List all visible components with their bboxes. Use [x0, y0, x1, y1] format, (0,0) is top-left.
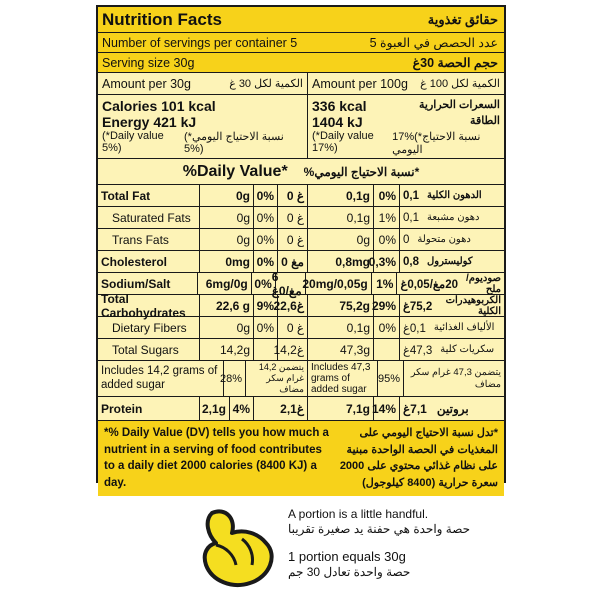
portion-info	[196, 505, 471, 595]
protein-label: Protein	[98, 397, 200, 420]
protein-30-ar: 2,1غ	[254, 397, 308, 420]
added-sugar-100-pct: 95%	[378, 361, 404, 396]
nutrient-ar-label: صوديوم/ملح	[465, 272, 502, 295]
value-30: 22,6 g	[200, 295, 254, 316]
nutrient-name: Sodium/Salt	[98, 273, 198, 294]
nutrient-ar-value: 0,8	[403, 255, 419, 268]
value-100: 0g	[308, 229, 374, 250]
pct-30: 0%	[252, 273, 276, 294]
nutrient-row	[98, 317, 504, 339]
value-30-ar: 14,2غ	[278, 339, 308, 360]
nutrient-ar	[400, 295, 504, 316]
pct-30: 0%	[254, 207, 278, 228]
added-sugar-row	[98, 361, 504, 397]
pct-100: 29%	[374, 295, 400, 316]
servings-ar: عدد الحصص في العبوة 5	[369, 36, 498, 50]
value-30: 6mg/0g	[198, 273, 251, 294]
nutrient-ar	[400, 207, 504, 228]
energy-row	[98, 95, 504, 159]
value-30: 0g	[200, 317, 254, 338]
nutrient-ar-label: الألياف الغذائية	[433, 322, 495, 333]
value-30-ar: 0 غ	[278, 317, 308, 338]
protein-100: 7,1g	[308, 397, 374, 420]
daily-value-header	[98, 159, 504, 185]
value-30: 0g	[200, 229, 254, 250]
nutrient-ar-label: دهون مشبعة	[427, 212, 480, 223]
value-100: 0,1g	[308, 207, 374, 228]
pct-100: 1%	[374, 207, 400, 228]
nutrient-ar-value: 75,2غ	[403, 300, 433, 313]
title-row	[98, 7, 504, 33]
added-sugar-100-ar: يتضمن 47,3 غرام سكر مضاف	[410, 367, 501, 390]
value-30: 0g	[200, 207, 254, 228]
footer-en: *% Daily Value (DV) tells you how much a nutrient in a serving of food contributes to a daily diet 2000 calories (8400 KJ) a day.	[104, 427, 329, 490]
nutrient-name: Total Fat	[98, 185, 200, 206]
protein-100-ar-val: 7,1غ	[403, 401, 427, 416]
dv-header-ar: *نسبة الاحتياج اليومي%	[303, 164, 420, 179]
pct-100: 0,3%	[374, 251, 400, 272]
dv-30-ar: (*نسبة الاحتياج اليومي 5%)	[183, 131, 284, 155]
protein-100-ar	[400, 397, 504, 420]
nutrient-row	[98, 339, 504, 361]
pct-30: 0%	[254, 185, 278, 206]
protein-30: 2,1g	[200, 397, 230, 420]
energy-ar: الطاقة	[470, 115, 500, 127]
value-30-ar: 0 غ	[278, 207, 308, 228]
serving-size-ar: حجم الحصة 30غ	[412, 56, 498, 70]
nutrient-ar	[400, 229, 504, 250]
dv-100: (*Daily value 17%)	[312, 130, 374, 154]
pct-100: 0%	[374, 229, 400, 250]
nutrient-ar-label: دهون متحولة	[417, 234, 471, 245]
value-100: 47,3g	[308, 339, 374, 360]
pct-30: 0%	[254, 251, 278, 272]
nutrient-rows	[98, 185, 504, 361]
dv-30: (*Daily value 5%)	[102, 130, 164, 154]
nutrient-ar-value: 0,1	[403, 189, 419, 202]
value-30: 14,2g	[200, 339, 254, 360]
nutrient-ar-label: الكربوهيدرات الكلية	[445, 294, 501, 317]
nutrient-ar-label: سكريات كلية	[440, 344, 495, 355]
serving-size-en: Serving size 30g	[102, 55, 195, 70]
servings-en: Number of servings per container 5	[102, 35, 298, 50]
value-100: 0,1g	[308, 317, 374, 338]
nutrient-row	[98, 185, 504, 207]
value-30: 0mg	[200, 251, 254, 272]
amount-30-en: Amount per 30g	[102, 76, 191, 91]
portion-line1-ar: حصة واحدة هي حفنة يد صغيرة تقريبا	[288, 522, 471, 536]
energy-30: Energy 421 kJ	[102, 114, 197, 130]
nutrient-name: Trans Fats	[98, 229, 200, 250]
nutrient-ar-value: 47,3غ	[403, 344, 433, 357]
pct-30: 0%	[254, 317, 278, 338]
value-100: 75,2g	[308, 295, 374, 316]
value-100: 20mg/0,05g	[306, 273, 372, 294]
portion-line2: 1 portion equals 30g	[288, 549, 406, 564]
nutrient-name: Total Sugars	[98, 339, 200, 360]
footer-row	[98, 421, 504, 496]
pct-30: 9%	[254, 295, 278, 316]
nutrient-name: Total Carbohydrates	[98, 295, 200, 316]
nutrient-ar	[400, 339, 504, 360]
nutrition-facts-panel	[96, 5, 506, 490]
title-ar: حقائق تغذوية	[427, 11, 498, 27]
nutrient-name: Dietary Fibers	[98, 317, 200, 338]
nutrient-ar-value: 0,1	[403, 211, 419, 224]
added-sugar-30-en: Includes 14,2 grams of added sugar	[98, 361, 224, 396]
footer-ar: *تدل نسبة الاحتياج اليومي على المغذيات في الحصة الواحدة مبنية على نظام غذائي محتوي على 2000 سعرة حرارية (8400 كيلوجول)	[339, 427, 498, 489]
protein-ar-label: بروتين	[436, 401, 469, 416]
serving-size-row	[98, 53, 504, 73]
nutrient-ar	[400, 251, 504, 272]
pct-100: 0%	[374, 185, 400, 206]
value-30-ar: 0 مغ	[278, 251, 308, 272]
nutrient-ar	[397, 273, 504, 294]
nutrient-ar-label: الدهون الكلية	[427, 190, 482, 201]
added-sugar-30-pct: 28%	[224, 361, 246, 396]
pct-30: 0%	[254, 229, 278, 250]
pct-100	[374, 339, 400, 360]
value-30-ar: 22,6غ	[278, 295, 308, 316]
servings-row	[98, 33, 504, 53]
nutrient-ar-value: 0	[403, 233, 410, 246]
value-30-ar: 0 غ	[278, 185, 308, 206]
energy-100: 1404 kJ	[312, 114, 363, 130]
nutrient-ar	[400, 317, 504, 338]
value-30-ar: 0 غ	[278, 229, 308, 250]
added-sugar-100-en: Includes 47,3 grams of added sugar	[308, 361, 378, 396]
calories-30: Calories 101 kcal	[102, 98, 216, 114]
nutrient-row	[98, 207, 504, 229]
portion-line2-ar: حصة واحدة تعادل 30 جم	[288, 565, 411, 579]
pct-100: 0%	[374, 317, 400, 338]
value-100: 0,1g	[308, 185, 374, 206]
calories-100: 336 kcal	[312, 98, 367, 114]
calories-ar: السعرات الحرارية	[419, 99, 500, 111]
amount-30-ar: الكمية لكل 30 غ	[229, 78, 303, 90]
amount-100-ar: الكمية لكل 100 غ	[420, 78, 500, 90]
amount-100-en: Amount per 100g	[312, 76, 408, 91]
amount-row	[98, 73, 504, 95]
dv-header-en: %Daily Value*	[182, 162, 288, 180]
nutrient-ar	[400, 185, 504, 206]
value-30: 0g	[200, 185, 254, 206]
nutrient-name: Saturated Fats	[98, 207, 200, 228]
protein-row	[98, 397, 504, 421]
added-sugar-30-ar: يتضمن 14,2 غرام سكر مضاف	[246, 361, 308, 396]
value-30-ar: 6 مغ/0غ	[276, 273, 306, 294]
nutrient-ar-value: 0,1غ	[403, 322, 426, 335]
portion-line1: A portion is a little handful.	[288, 507, 429, 521]
nutrient-ar-value: 20مغ/0,05غ	[400, 278, 458, 291]
protein-100-pct: 14%	[374, 397, 400, 420]
hand-icon	[196, 505, 282, 589]
title-en: Nutrition Facts	[102, 9, 222, 29]
nutrient-row	[98, 291, 504, 320]
protein-30-pct: 4%	[230, 397, 254, 420]
value-100: 0,8mg	[308, 251, 374, 272]
nutrient-name: Cholesterol	[98, 251, 200, 272]
pct-100: 1%	[372, 273, 398, 294]
nutrient-ar-label: كوليسترول	[427, 256, 473, 267]
dv-100-ar: 17%(*نسبة الاحتياج اليومي	[392, 131, 481, 156]
nutrient-row	[98, 229, 504, 251]
